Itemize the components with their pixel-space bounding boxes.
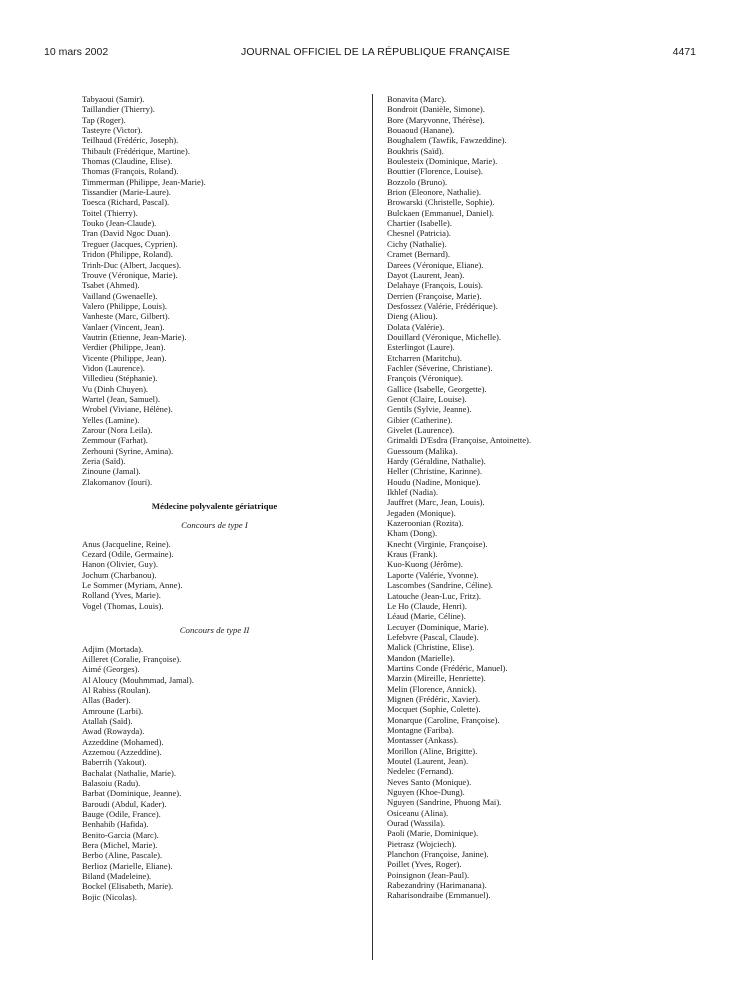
list-item: Nguyen (Sandrine, Phuong Mai). bbox=[387, 797, 502, 808]
list-item: Toitel (Thierry). bbox=[82, 207, 138, 218]
list-item: Bondroit (Danièle, Simone). bbox=[387, 104, 485, 115]
list-item: Le Ho (Claude, Henri). bbox=[387, 600, 467, 611]
list-item: Thomas (François, Roland). bbox=[82, 166, 179, 177]
list-item: Biland (Madeleine). bbox=[82, 871, 152, 882]
list-item: Douillard (Véronique, Michelle). bbox=[387, 331, 502, 342]
list-item: Zerhouni (Syrine, Amina). bbox=[82, 445, 174, 456]
list-item: Monarque (Caroline, Françoise). bbox=[387, 714, 500, 725]
list-item: Givelet (Laurence). bbox=[387, 425, 455, 435]
list-item: Bojic (Nicolas). bbox=[82, 891, 137, 902]
list-item: Cichy (Nathalie). bbox=[387, 238, 447, 249]
list-item: Delahaye (François, Louis). bbox=[387, 280, 483, 291]
name-list-type1 bbox=[82, 539, 347, 611]
list-item: Azzemou (Azzeddine). bbox=[82, 746, 162, 757]
list-item: Valero (Philippe, Louis). bbox=[82, 300, 167, 311]
list-item: Etcharren (Maritchu). bbox=[387, 352, 462, 363]
list-item: Bouttier (Florence, Louise). bbox=[387, 166, 483, 177]
list-item: Benito-Garcia (Marc). bbox=[82, 829, 159, 840]
list-item: Tridon (Philippe, Roland). bbox=[82, 249, 173, 260]
list-item: Osiceanu (Alina). bbox=[387, 807, 449, 818]
list-item: Bore (Maryvonne, Thérèse). bbox=[387, 114, 485, 125]
list-item: Fachler (Séverine, Christiane). bbox=[387, 362, 493, 373]
list-item: Anus (Jacqueline, Reine). bbox=[82, 538, 171, 549]
list-item: Kazeroonian (Rozita). bbox=[387, 518, 464, 529]
list-item: Baroudi (Abdul, Kader). bbox=[82, 798, 167, 809]
list-item: Baberrih (Yakout). bbox=[82, 757, 147, 768]
list-item: Aimé (Georges). bbox=[82, 664, 140, 675]
list-item: Latouche (Jean-Luc, Fritz). bbox=[387, 590, 482, 601]
list-item: Gibier (Catherine). bbox=[387, 414, 453, 425]
list-item: Browarski (Christelle, Sophie). bbox=[387, 197, 495, 208]
list-item: Zemmour (Farhat). bbox=[82, 435, 148, 446]
list-item: Tran (David Ngoc Duan). bbox=[82, 228, 171, 239]
list-item: Vicente (Philippe, Jean). bbox=[82, 352, 167, 363]
list-item: Bulckaen (Emmanuel, Daniel). bbox=[387, 207, 494, 218]
list-item: Genot (Claire, Louise). bbox=[387, 393, 467, 404]
list-item: Benhabib (Hafida). bbox=[82, 819, 149, 830]
list-item: Al Rabiss (Roulan). bbox=[82, 684, 151, 695]
list-item: Al Aloucy (Mouhmmad, Jamal). bbox=[82, 674, 194, 685]
list-item: Hanon (Olivier, Guy). bbox=[82, 559, 159, 570]
list-item: Darees (Véronique, Eliane). bbox=[387, 259, 484, 270]
list-item: Planchon (Françoise, Janine). bbox=[387, 849, 489, 860]
list-item: Malick (Christine, Elise). bbox=[387, 642, 475, 653]
list-item: Tissandier (Marie-Laure). bbox=[82, 187, 171, 198]
list-item: François (Véronique). bbox=[387, 373, 463, 384]
list-item: Martins Conde (Frédéric, Manuel). bbox=[387, 662, 508, 673]
list-item: Barbat (Dominique, Jeanne). bbox=[82, 788, 182, 799]
list-item: Ourad (Wassila). bbox=[387, 818, 446, 829]
list-item: Boulesteix (Dominique, Marie). bbox=[387, 156, 498, 167]
list-item: Marzin (Mireille, Henriette). bbox=[387, 673, 486, 684]
list-item: Bonavita (Marc). bbox=[387, 94, 447, 104]
list-item: Lascombes (Sandrine, Céline). bbox=[387, 580, 493, 591]
page-number: 4471 bbox=[672, 46, 696, 58]
list-item: Azzeddine (Mohamed). bbox=[82, 736, 164, 747]
list-item: Kraus (Frank). bbox=[387, 549, 438, 560]
type1-title: Concours de type I bbox=[181, 520, 248, 531]
list-item: Jauffret (Marc, Jean, Louis). bbox=[387, 497, 485, 508]
list-item: Hardy (Géraldine, Nathalie). bbox=[387, 456, 486, 467]
list-item: Chartier (Isabelle). bbox=[387, 218, 452, 229]
list-item: Le Sommer (Myriam, Anne). bbox=[82, 580, 183, 591]
list-item: Mandon (Marielle). bbox=[387, 652, 455, 663]
list-item: Treguer (Jacques, Cyprien). bbox=[82, 238, 178, 249]
list-item: Zlakomanov (Iouri). bbox=[82, 476, 153, 487]
list-item: Yelles (Lamine). bbox=[82, 414, 140, 425]
list-item: Mocquet (Sophie, Colette). bbox=[387, 704, 481, 715]
list-item: Verdier (Philippe, Jean). bbox=[82, 342, 166, 353]
list-item: Vu (Dinh Chuyen). bbox=[82, 383, 149, 394]
list-item: Jegaden (Monique). bbox=[387, 507, 456, 518]
list-item: Mignen (Frédéric, Xavier). bbox=[387, 693, 481, 704]
list-item: Berbo (Aline, Pascale). bbox=[82, 850, 163, 861]
name-list-top bbox=[82, 94, 347, 487]
list-item: Léaud (Marie, Céline). bbox=[387, 611, 466, 622]
list-item: Allas (Bader). bbox=[82, 695, 131, 706]
list-item: Cramet (Bernard). bbox=[387, 249, 450, 260]
list-item: Pietrasz (Wojciech). bbox=[387, 838, 457, 849]
list-item: Trouve (Véronique, Marie). bbox=[82, 269, 178, 280]
list-item: Vogel (Thomas, Louis). bbox=[82, 600, 164, 611]
list-item: Dayot (Laurent, Jean). bbox=[387, 269, 465, 280]
list-item: Toesca (Richard, Pascal). bbox=[82, 197, 170, 208]
list-item: Tabyaoui (Samir). bbox=[82, 94, 145, 104]
list-item: Boukhris (Saïd). bbox=[387, 145, 444, 156]
type2-title: Concours de type II bbox=[179, 625, 250, 636]
list-item: Poillet (Yves, Roger). bbox=[387, 859, 462, 870]
name-list-type2 bbox=[82, 644, 347, 903]
list-item: Dieng (Aliou). bbox=[387, 311, 438, 322]
list-item: Bockel (Elisabeth, Marie). bbox=[82, 881, 174, 892]
list-item: Zinoune (Jamal). bbox=[82, 466, 141, 477]
list-item: Berlioz (Marielle, Eliane). bbox=[82, 860, 173, 871]
list-item: Nguyen (Khoe-Dung). bbox=[387, 787, 465, 798]
list-item: Kham (Dong). bbox=[387, 528, 438, 539]
list-item: Gentils (Sylvie, Jeanne). bbox=[387, 404, 472, 415]
list-item: Vanheste (Marc, Gilbert). bbox=[82, 311, 170, 322]
list-item: Kuo-Kuong (Jérôme). bbox=[387, 559, 463, 570]
list-item: Neves Santo (Monique). bbox=[387, 776, 472, 787]
list-item: Touko (Jean-Claude). bbox=[82, 218, 157, 229]
list-item: Taillandier (Thierry). bbox=[82, 104, 155, 115]
list-item: Lefebvre (Pascal, Claude). bbox=[387, 631, 479, 642]
list-item: Cezard (Odile, Germaine). bbox=[82, 549, 174, 560]
list-item: Laporte (Valérie, Yvonne). bbox=[387, 569, 479, 580]
left-column bbox=[82, 94, 347, 902]
list-item: Paoli (Marie, Dominique). bbox=[387, 828, 479, 839]
list-item: Montagne (Fariba). bbox=[387, 724, 454, 735]
list-item: Dolata (Valérie). bbox=[387, 321, 445, 332]
list-item: Desfossez (Valérie, Frédérique). bbox=[387, 300, 498, 311]
list-item: Heller (Christine, Karinne). bbox=[387, 466, 482, 477]
list-item: Houdu (Nadine, Monique). bbox=[387, 476, 481, 487]
list-item: Bera (Michel, Marie). bbox=[82, 840, 158, 851]
list-item: Ailleret (Coralie, Françoise). bbox=[82, 653, 182, 664]
list-item: Awad (Rowayda). bbox=[82, 726, 145, 737]
list-item: Amroune (Larbi). bbox=[82, 705, 144, 716]
list-item: Adjim (Mortada). bbox=[82, 643, 144, 654]
list-item: Poinsignon (Jean-Paul). bbox=[387, 869, 470, 880]
list-item: Balasoiu (Radu). bbox=[82, 777, 141, 788]
page-header bbox=[0, 46, 751, 62]
right-column bbox=[387, 94, 687, 901]
list-item: Bouaoud (Hanane). bbox=[387, 125, 455, 136]
list-item: Vanlaer (Vincent, Jean). bbox=[82, 321, 165, 332]
list-item: Montasser (Ankass). bbox=[387, 735, 459, 746]
issue-date: 10 mars 2002 bbox=[44, 46, 109, 58]
list-item: Bauge (Odile, France). bbox=[82, 809, 161, 819]
list-item: Nedelec (Fernand). bbox=[387, 766, 454, 777]
list-item: Teilhaud (Frédéric, Joseph). bbox=[82, 135, 179, 146]
list-item: Ikhlef (Nadia). bbox=[387, 487, 439, 498]
list-item: Thomas (Claudine, Elise). bbox=[82, 156, 173, 167]
list-item: Trinh-Duc (Albert, Jacques). bbox=[82, 259, 181, 270]
list-item: Bozzolo (Bruno). bbox=[387, 176, 448, 187]
name-list-right bbox=[387, 94, 687, 901]
list-item: Timmerman (Philippe, Jean-Marie). bbox=[82, 176, 206, 187]
list-item: Melin (Florence, Annick). bbox=[387, 683, 477, 694]
list-item: Zarour (Nora Leila). bbox=[82, 425, 153, 435]
list-item: Rabezandriny (Harimanana). bbox=[387, 880, 487, 891]
section-title: Médecine polyvalente gériatrique bbox=[151, 501, 278, 512]
list-item: Boughalem (Tawfik, Fawzeddine). bbox=[387, 135, 507, 146]
list-item: Gallice (Isabelle, Georgette). bbox=[387, 383, 487, 394]
list-item: Vautrin (Etienne, Jean-Marie). bbox=[82, 331, 187, 342]
list-item: Villedieu (Stéphanie). bbox=[82, 373, 158, 384]
list-item: Brion (Eleonore, Nathalie). bbox=[387, 187, 482, 198]
list-item: Knecht (Virginie, Françoise). bbox=[387, 538, 488, 549]
list-item: Guessoum (Malika). bbox=[387, 445, 458, 456]
list-item: Chesnel (Patricia). bbox=[387, 228, 451, 239]
list-item: Derrien (Françoise, Marie). bbox=[387, 290, 482, 301]
journal-title: JOURNAL OFFICIEL DE LA RÉPUBLIQUE FRANÇAISE bbox=[241, 46, 510, 58]
list-item: Morillon (Aline, Brigitte). bbox=[387, 745, 478, 756]
list-item: Tasteyre (Victor). bbox=[82, 125, 143, 136]
list-item: Jochum (Charbanou). bbox=[82, 569, 157, 580]
list-item: Tsabet (Ahmed). bbox=[82, 280, 140, 291]
list-item: Vidon (Laurence). bbox=[82, 362, 145, 373]
column-divider bbox=[372, 94, 373, 960]
list-item: Raharisondraibe (Emmanuel). bbox=[387, 890, 491, 901]
list-item: Atallah (Saïd). bbox=[82, 715, 133, 726]
list-item: Grimaldi D'Esdra (Françoise, Antoinette). bbox=[387, 435, 532, 446]
list-item: Lecuyer (Dominique, Marie). bbox=[387, 621, 489, 632]
list-item: Esterlingot (Laure). bbox=[387, 342, 455, 353]
list-item: Thibault (Frédérique, Martine). bbox=[82, 145, 190, 156]
list-item: Tap (Roger). bbox=[82, 114, 126, 125]
list-item: Wrobel (Viviane, Hélène). bbox=[82, 404, 173, 415]
list-item: Vailland (Gwenaelle). bbox=[82, 290, 158, 301]
list-item: Moutel (Laurent, Jean). bbox=[387, 756, 469, 766]
list-item: Zeria (Saïd). bbox=[82, 456, 126, 467]
list-item: Rolland (Yves, Marie). bbox=[82, 590, 161, 601]
list-item: Wartel (Jean, Samuel). bbox=[82, 393, 161, 404]
list-item: Bachalat (Nathalie, Marie). bbox=[82, 767, 177, 778]
